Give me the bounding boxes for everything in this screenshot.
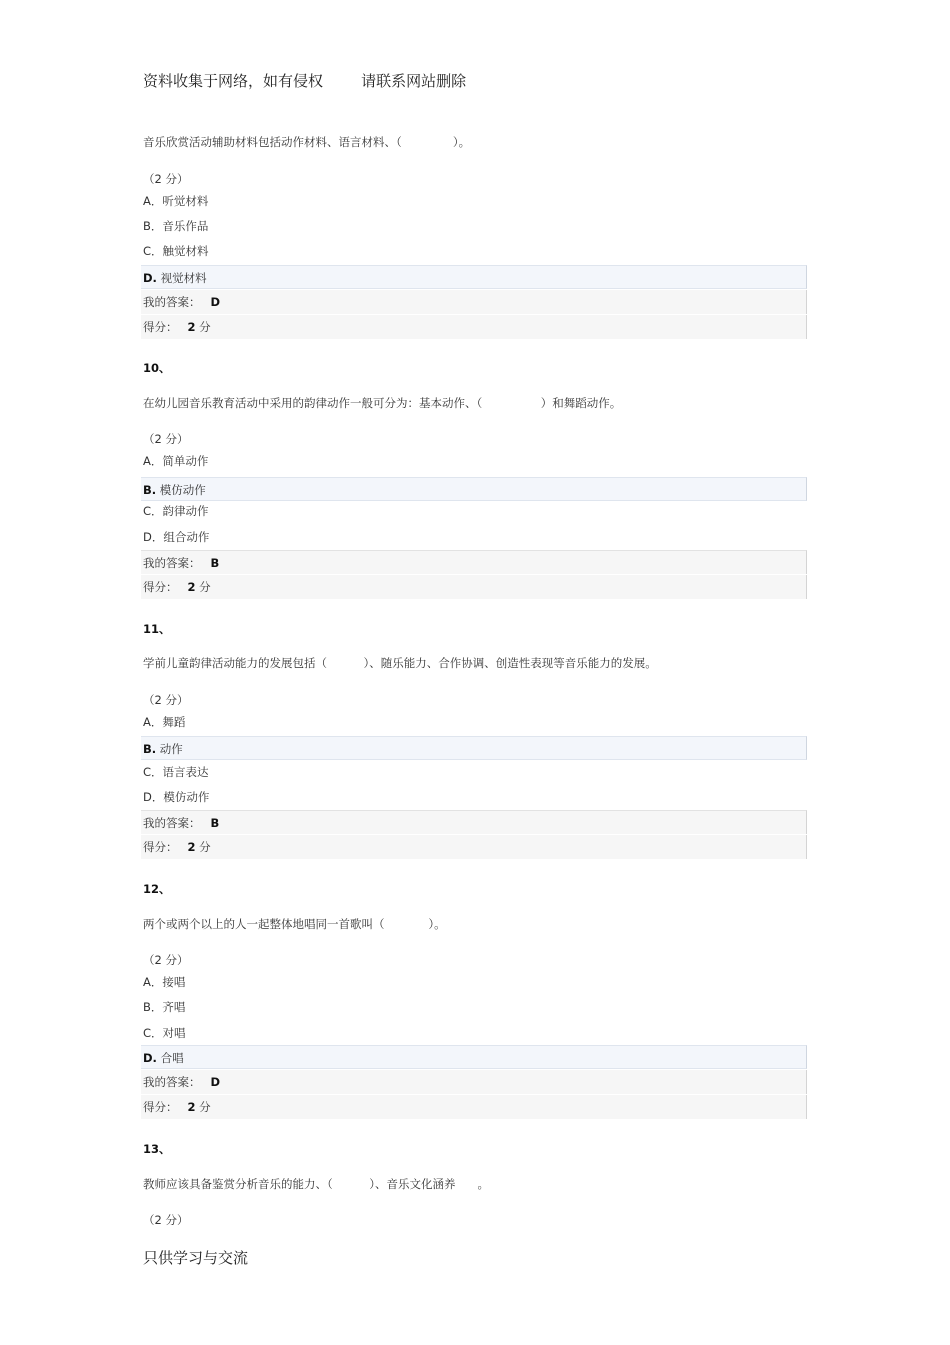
page-header: 资料收集于网络，如有侵权 请联系网站删除 — [143, 72, 467, 90]
question-10-option-d[interactable]: D．组合动作 — [143, 530, 210, 544]
question-10-score: （2 分） — [143, 432, 189, 446]
question-12-option-a[interactable]: A．接唱 — [143, 975, 186, 989]
option-letter: B. — [143, 742, 157, 756]
answer-value: D — [210, 295, 221, 309]
question-11-points — [141, 835, 807, 859]
question-12-text: 两个或两个以上的人一起整体地唱同一首歌叫（ ）。 — [143, 917, 446, 931]
question-9-option-a[interactable]: A．听觉材料 — [143, 194, 209, 208]
question-9-option-b[interactable]: B．音乐作品 — [143, 219, 209, 233]
question-12-number: 12、 — [143, 882, 171, 896]
answer-label: 我的答案： — [143, 556, 201, 570]
points-value: 2 — [187, 840, 196, 854]
question-9-my-answer — [141, 290, 807, 314]
option-text: 动作 — [159, 742, 183, 756]
answer-value: B — [210, 556, 220, 570]
points-label: 得分： — [143, 1100, 178, 1114]
question-9-text: 音乐欣赏活动辅助材料包括动作材料、语言材料、（ ）。 — [143, 135, 471, 149]
question-10-option-b-selected[interactable] — [141, 477, 807, 501]
answer-value: D — [210, 1075, 221, 1089]
question-12-option-d-selected[interactable] — [141, 1045, 807, 1069]
question-11-text: 学前儿童韵律活动能力的发展包括（ ）、随乐能力、合作协调、创造性表现等音乐能力的发展。 — [143, 656, 657, 670]
option-letter: D. — [143, 271, 157, 285]
question-13-score: （2 分） — [143, 1213, 189, 1227]
answer-label: 我的答案： — [143, 1075, 201, 1089]
points-unit: 分 — [199, 840, 211, 854]
option-letter: B. — [143, 483, 157, 497]
question-10-option-a[interactable]: A．简单动作 — [143, 454, 209, 468]
answer-label: 我的答案： — [143, 295, 201, 309]
answer-value: B — [210, 816, 220, 830]
option-text: 模仿动作 — [159, 483, 206, 497]
page-footer: 只供学习与交流 — [143, 1249, 249, 1267]
question-13-text: 教师应该具备鉴赏分析音乐的能力、（ ）、音乐文化涵养 。 — [143, 1177, 489, 1191]
question-9-option-d-selected[interactable] — [141, 265, 807, 289]
points-unit: 分 — [199, 580, 211, 594]
question-13-number: 13、 — [143, 1142, 171, 1156]
question-10-text: 在幼儿园音乐教育活动中采用的韵律动作一般可分为：基本动作、（ ）和舞蹈动作。 — [143, 396, 622, 410]
points-unit: 分 — [199, 320, 211, 334]
question-12-points — [141, 1095, 807, 1119]
answer-label: 我的答案： — [143, 816, 201, 830]
points-label: 得分： — [143, 840, 178, 854]
question-9-score: （2 分） — [143, 172, 189, 186]
question-12-my-answer — [141, 1070, 807, 1094]
question-12-option-c[interactable]: C．对唱 — [143, 1026, 186, 1040]
points-label: 得分： — [143, 320, 178, 334]
points-value: 2 — [187, 580, 196, 594]
points-value: 2 — [187, 320, 196, 334]
question-11-score: （2 分） — [143, 693, 189, 707]
points-unit: 分 — [199, 1100, 211, 1114]
question-11-option-c[interactable]: C．语言表达 — [143, 765, 209, 779]
question-9-option-c[interactable]: C．触觉材料 — [143, 244, 209, 258]
question-11-number: 11、 — [143, 622, 171, 636]
question-12-score: （2 分） — [143, 953, 189, 967]
option-text: 合唱 — [160, 1051, 184, 1065]
question-11-option-b-selected[interactable] — [141, 736, 807, 760]
question-11-my-answer — [141, 810, 807, 834]
question-9-points — [141, 315, 807, 339]
question-10-my-answer — [141, 550, 807, 574]
question-10-points — [141, 575, 807, 599]
question-10-number: 10、 — [143, 361, 171, 375]
question-10-option-c[interactable]: C．韵律动作 — [143, 504, 209, 518]
option-letter: D. — [143, 1051, 157, 1065]
question-12-option-b[interactable]: B．齐唱 — [143, 1000, 186, 1014]
question-11-option-a[interactable]: A．舞蹈 — [143, 715, 186, 729]
question-11-option-d[interactable]: D．模仿动作 — [143, 790, 210, 804]
points-value: 2 — [187, 1100, 196, 1114]
points-label: 得分： — [143, 580, 178, 594]
option-text: 视觉材料 — [160, 271, 207, 285]
